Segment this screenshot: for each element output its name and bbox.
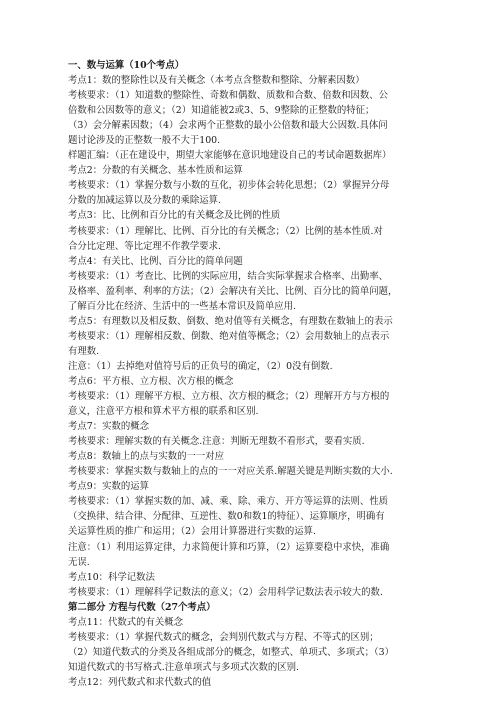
text-line: 知道代数式的书写格式.注意单项式与多项式次数的区别.	[68, 661, 299, 673]
text-line: 考核要求：（1）掌握代数式的概念，会判别代数式与方程、不等式的区别；	[68, 631, 379, 643]
text-line: 无误.	[68, 556, 90, 568]
text-line: 考核要求：（1）理解比、比例、百分比的有关概念；（2）比例的基本性质.对	[68, 225, 383, 237]
text-line: 考点8：数轴上的点与实数的一一对应	[68, 451, 224, 463]
text-line: （2）知道代数式的分类及各组成部分的概念，如整式、单项式、多项式；（3）	[68, 646, 394, 658]
text-line: 考核要求：（1）知道数的整除性、奇数和偶数、质数和合数、倍数和因数、公	[68, 90, 389, 102]
text-line: 考点2：分数的有关概念、基本性质和运算	[68, 165, 243, 177]
text-line: 意义，注意平方根和算术平方根的联系和区别.	[68, 406, 259, 418]
document-body	[68, 58, 444, 690]
text-line: （3）会分解素因数；（4）会求两个正整数的最小公倍数和最大公因数.具体问	[68, 120, 388, 132]
text-line: 及格率、盈利率、利率的方法；（2）会解决有关比、比例、百分比的简单问题，	[68, 285, 398, 297]
text-line: 分数的加减运算以及分数的乘除运算.	[68, 195, 221, 207]
text-line: 题讨论涉及的正整数一般不大于100.	[68, 135, 221, 147]
text-line: 考核要求：理解实数的有关概念.注意：判断无理数不看形式，要看实质.	[68, 436, 365, 448]
text-line: 了解百分比在经济、生活中的一些基本常识及简单应用.	[68, 300, 296, 312]
text-line: 考核要求：（1）掌握分数与小数的互化，初步体会转化思想；（2）掌握异分母	[68, 180, 390, 192]
text-line: 考核要求：（1）考查比、比例的实际应用，结合实际掌握求合格率、出勤率、	[68, 270, 389, 282]
text-line: 考核要求：（1）理解平方根、立方根、次方根的概念；（2）理解开方与方根的	[68, 391, 390, 403]
text-line: 考核要求：（1）理解科学记数法的意义；（2）会用科学记数法表示较大的数.	[68, 586, 383, 598]
text-line: （交换律、结合律、分配律、互逆性、数0和数1的特征）、运算顺序，明确有	[68, 511, 385, 523]
text-line: 考点11：代数式的有关概念	[68, 616, 184, 628]
text-line: 考点7：实数的概念	[68, 421, 149, 433]
text-line: 考核要求：（1）理解相反数、倒数、绝对值等概念；（2）会用数轴上的点表示	[68, 330, 390, 342]
text-line: 样题汇编：（正在建设中，期望大家能够在意识地建设自己的考试命题数据库）	[68, 150, 392, 162]
text-line: 考点12：列代数式和求代数式的值	[68, 676, 212, 688]
text-line: 考点4：有关比、比例、百分比的简单问题	[68, 255, 243, 267]
text-line: 考核要求：掌握实数与数轴上的点的一一对应关系.解题关键是判断实数的大小.	[68, 466, 393, 478]
text-line: 考点1：数的整除性以及有关概念（本考点含整数和整除、分解素因数）	[68, 75, 365, 87]
text-line: 注意：（1）去掉绝对值符号后的正负号的确定，（2）0没有倒数.	[68, 360, 333, 372]
text-line: 考点3：比、比例和百分比的有关概念及比例的性质	[68, 210, 281, 222]
text-line: 考点9：实数的运算	[68, 481, 149, 493]
section-heading: 一、数与运算（10个考点）	[68, 60, 185, 71]
text-line: 有理数.	[68, 345, 100, 357]
text-line: 注意：（1）利用运算定律，力求简便计算和巧算，（2）运算要稳中求快，准确	[68, 541, 390, 553]
text-line: 考点5：有理数以及相反数、倒数、绝对值等有关概念，有理数在数轴上的表示	[68, 315, 393, 327]
text-line: 考点6：平方根、立方根、次方根的概念	[68, 375, 234, 387]
section-heading: 第二部分 方程与代数（27个考点）	[68, 601, 216, 613]
text-line: 考点10：科学记数法	[68, 571, 155, 583]
text-line: 考核要求：（1）掌握实数的加、减、乘、除、乘方、开方等运算的法则、性质	[68, 496, 389, 508]
text-line: 关运算性质的推广和运用；（2）会用计算器进行实数的运算.	[68, 526, 317, 538]
text-line: 倍数和公因数等的意义；（2）知道能被2或3、5、9整除的正整数的特征；	[68, 105, 375, 117]
text-line: 合分比定理、等比定理不作教学要求.	[68, 240, 221, 252]
